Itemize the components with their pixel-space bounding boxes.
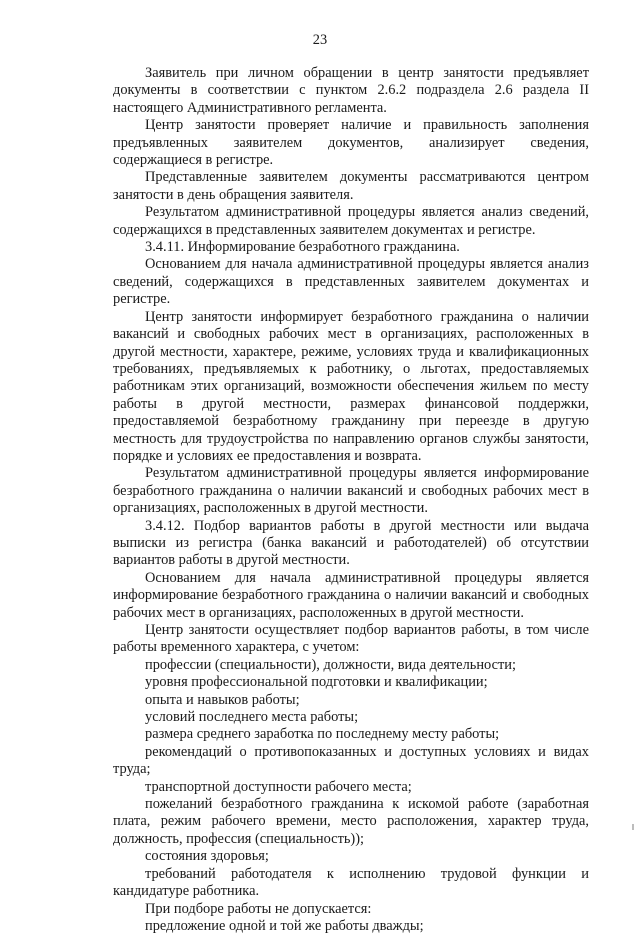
- paragraph: Центр занятости осуществляет подбор вариантов работы, в том числе работы временного характера, с учетом:: [113, 622, 589, 656]
- paragraph: Центр занятости проверяет наличие и правильность заполнения предъявленных заявителем документов, анализирует сведения, содержащиеся в регистре.: [113, 117, 589, 169]
- list-item: рекомендаций о противопоказанных и доступных условиях и видах труда;: [113, 743, 589, 778]
- paragraph: Центр занятости информирует безработного гражданина о наличии вакансий и свободных рабочих мест в организациях, расположенных в другой местности, характере, режиме, условиях труда и квалификационных требованиях, предъявляемых к работнику, о льготах, предоставляемых работникам этих организаций, возможности обеспечения жильем по месту работы в другой местности, размерах финансовой поддержки, предоставляемой безработному гражданину при переезде в другую местность для трудоустройства по направлению органов службы занятости, порядке и условиях ее предоставления и возврата.: [113, 308, 589, 464]
- paragraph: Представленные заявителем документы рассматриваются центром занятости в день обращения заявителя.: [113, 169, 589, 203]
- section-heading: 3.4.11. Информирование безработного гражданина.: [145, 239, 460, 256]
- paragraph: Основанием для начала административной процедуры является анализ сведений, содержащихся в представленных заявителем документах и регистре.: [113, 256, 589, 308]
- paragraph: Результатом административной процедуры является информирование безработного гражданина о наличии вакансий и свободных рабочих мест в организациях, расположенных в другой местности.: [113, 465, 589, 517]
- list-item: состояния здоровья;: [145, 848, 269, 865]
- paragraph: Заявитель при личном обращении в центр занятости предъявляет документы в соответствии с пунктом 2.6.2 подраздела 2.6 раздела II настоящего Административного регламента.: [113, 65, 589, 116]
- list-item: требований работодателя к исполнению трудовой функции и кандидатуре работника.: [113, 865, 589, 900]
- paragraph: Результатом административной процедуры является анализ сведений, содержащихся в представленных заявителем документах и регистре.: [113, 204, 589, 238]
- list-item: размера среднего заработка по последнему месту работы;: [145, 726, 500, 743]
- list-item: профессии (специальности), должности, вида деятельности;: [145, 656, 516, 673]
- paragraph: Основанием для начала административной процедуры является информирование безработного гражданина о наличии вакансий и свободных рабочих мест в организациях, расположенных в другой местности.: [113, 569, 589, 621]
- list-item: пожеланий безработного гражданина к искомой работе (заработная плата, режим рабочего времени, место расположения, характер труда, должность, профессия (специальность));: [113, 796, 589, 847]
- section-heading: 3.4.12. Подбор вариантов работы в другой местности или выдача выписки из регистра (банка вакансий и работодателей) об отсутствии вариантов работы в другой местности.: [113, 517, 589, 569]
- list-item: транспортной доступности рабочего места;: [145, 778, 412, 795]
- list-item: опыта и навыков работы;: [145, 691, 300, 708]
- list-item: условий последнего места работы;: [145, 709, 359, 726]
- list-item: уровня профессиональной подготовки и квалификации;: [145, 674, 488, 691]
- paragraph: При подборе работы не допускается:: [145, 900, 372, 917]
- body-text: [113, 65, 589, 935]
- scan-artifact: [632, 824, 634, 830]
- page-number: 23: [312, 32, 328, 48]
- list-item: предложение одной и той же работы дважды;: [145, 917, 424, 934]
